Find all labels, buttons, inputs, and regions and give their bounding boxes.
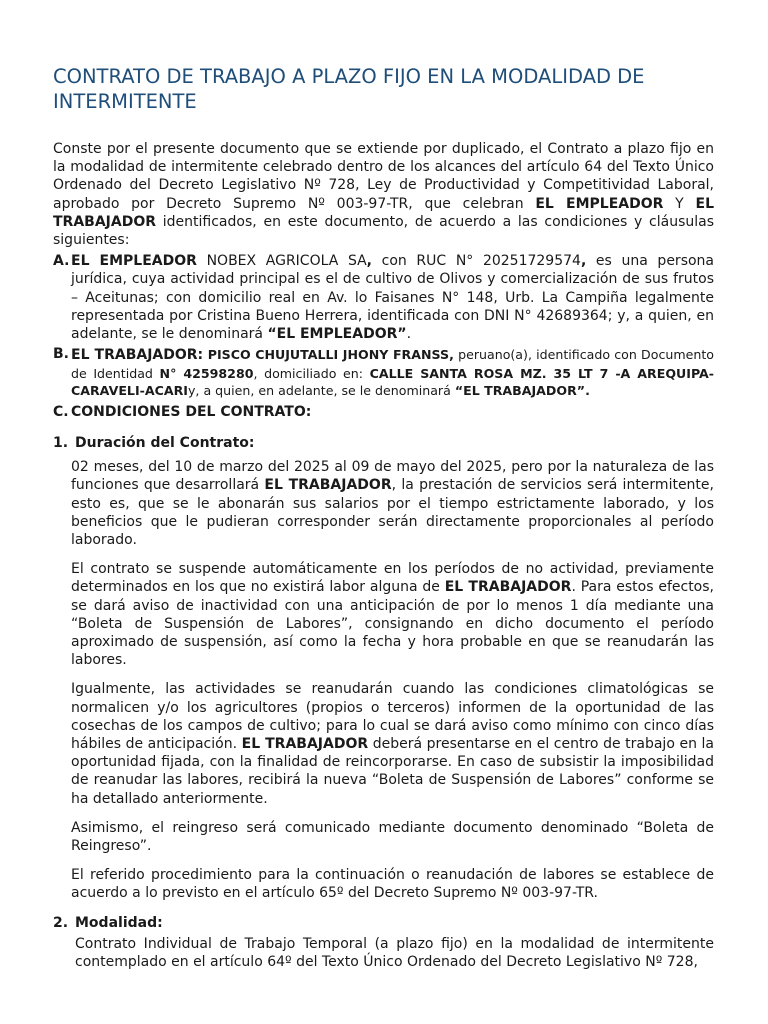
section-1-paragraph [71,458,714,549]
item-b-label: B. [53,346,69,363]
item-a-bold: “EL EMPLEADOR” [267,326,407,343]
section-2-paragraph: Contrato Individual de Trabajo Temporal (a plazo fijo) en la modalidad de intermitente contemplado en el artículo 64º del Texto Único Ordenado del Decreto Legislativo Nº 728, [75,935,714,971]
intro-bold-trabajador: EL TRABAJADOR [53,195,714,230]
intro-paragraph [53,140,714,249]
paragraph-bold: EL TRABAJADOR [264,477,392,494]
item-a-text: es una persona jurídica, cuya actividad principal es el de cultivo de Olivos y comercialización de sus frutos – Aceitunas; con domicilio real en Av. lo Faisanes N° 148, Urb. La Campiña legalmente representada por Cristina Bueno Herrera, identificada con DNI N° 42689364; y, a quien, en adelante, se le denominará [71,253,715,343]
item-a-text: . [406,326,412,343]
item-c-label: C. [53,403,69,420]
item-c-condiciones [53,403,714,421]
section-2-number: 2. [53,914,69,931]
item-a-text: con RUC N° 20251729574 [372,253,581,270]
section-2-body [53,935,714,971]
intro-text: Y [663,195,696,212]
section-1-paragraph [71,680,714,807]
item-a-label: A. [53,253,70,270]
item-b-bold: CALLE SANTA ROSA MZ. 35 LT 7 -A AREQUIPA-CARAVELI-ACARI [71,365,714,399]
item-c-text: CONDICIONES DEL CONTRATO: [71,403,312,420]
item-a-bold: , [580,253,587,270]
section-1-title: Duración del Contrato: [75,434,255,451]
paragraph-text: 02 meses, del 10 de marzo del 2025 al 09 de mayo del 2025, pero por la naturaleza de las funciones que desarrollará [71,459,714,494]
paragraph-bold: EL TRABAJADOR [241,735,369,752]
item-b-bold: PISCO CHUJUTALLI JHONY FRANSS, [203,347,454,363]
section-2-title: Modalidad: [75,914,163,931]
item-b-heading: EL TRABAJADOR: [71,347,204,364]
section-1-heading [53,434,714,452]
paragraph-text: deberá presentarse en el centro de trabajo en la oportunidad fijada, con la finalidad de reincorporarse. En caso de subsistir la imposibilidad de reanudar las labores, recibirá la nueva “Boleta de Suspensión de Labores” conforme se ha detallado anteriormente. [71,735,714,807]
item-b-trabajador [53,346,714,400]
item-a-bold: , [366,253,372,270]
section-1-paragraph [71,560,714,669]
document-title: CONTRATO DE TRABAJO A PLAZO FIJO EN LA MODALIDAD DE INTERMITENTE [53,65,645,113]
paragraph-text: , la prestación de servicios será intermitente, esto es, que se le abonarán sus salarios por el tiempo estrictamente laborado, y los beneficios que le pudieran corresponder serán directamente proporcionales al período laborado. [71,477,714,548]
intro-text: identificados, en este documento, de acuerdo a las condiciones y cláusulas siguientes: [53,213,714,249]
item-b-text: peruano(a), identificado con Documento de Identidad [71,347,714,381]
section-1-number: 1. [53,434,69,451]
section-2-heading [53,914,714,932]
paragraph-text: Igualmente, las actividades se reanudarán cuando las condiciones climatológicas se normalicen y/o los agricultores (propios o terceros) informen de la oportunidad de las cosechas de los campos de cultivo; para lo cual se dará aviso como mínimo con cinco días hábiles de anticipación. [71,681,714,752]
section-1-paragraph: El referido procedimiento para la continuación o reanudación de labores se establece de acuerdo a lo previsto en el artículo 65º del Decreto Supremo Nº 003-97-TR. [71,867,714,902]
item-a-text: NOBEX AGRICOLA SA [196,253,367,270]
intro-bold-empleador: EL EMPLEADOR [535,195,664,212]
section-1-paragraph: Asimismo, el reingreso será comunicado mediante documento denominado “Boleta de Reingreso”. [71,819,714,854]
item-b-bold: “EL TRABAJADOR”. [454,383,590,399]
item-b-text: , domiciliado en: [253,365,370,381]
item-a-empleador [53,252,714,343]
paragraph-text: El contrato se suspende automáticamente en los períodos de no actividad, previamente determinados en los que no existirá labor alguna de [71,561,714,596]
item-a-bold: EL EMPLEADOR [71,253,197,270]
item-b-text: y, a quien, en adelante, se le denominará [187,383,455,399]
item-b-bold: N° 42598280 [159,365,254,381]
intro-text: Conste por el presente documento que se extiende por duplicado, el Contrato a plazo fijo en la modalidad de intermitente celebrado dentro de los alcances del artículo 64 del Texto Único Ordenado del Decreto Legislativo Nº 728, Ley de Productividad y Competitividad Laboral, aprobado por Decreto Supremo Nº 003-97-TR, que celebran [53,141,714,212]
document-page [53,64,714,971]
paragraph-bold: EL TRABAJADOR [444,579,572,596]
section-1-body [53,458,714,902]
paragraph-text: . Para estos efectos, se dará aviso de inactividad con una anticipación de por lo menos 1 día mediante una “Boleta de Suspensión de Labores”, consignando en dicho documento el período aproximado de suspensión, así como la fecha y hora probable en que se reanudarán las labores. [71,579,714,669]
